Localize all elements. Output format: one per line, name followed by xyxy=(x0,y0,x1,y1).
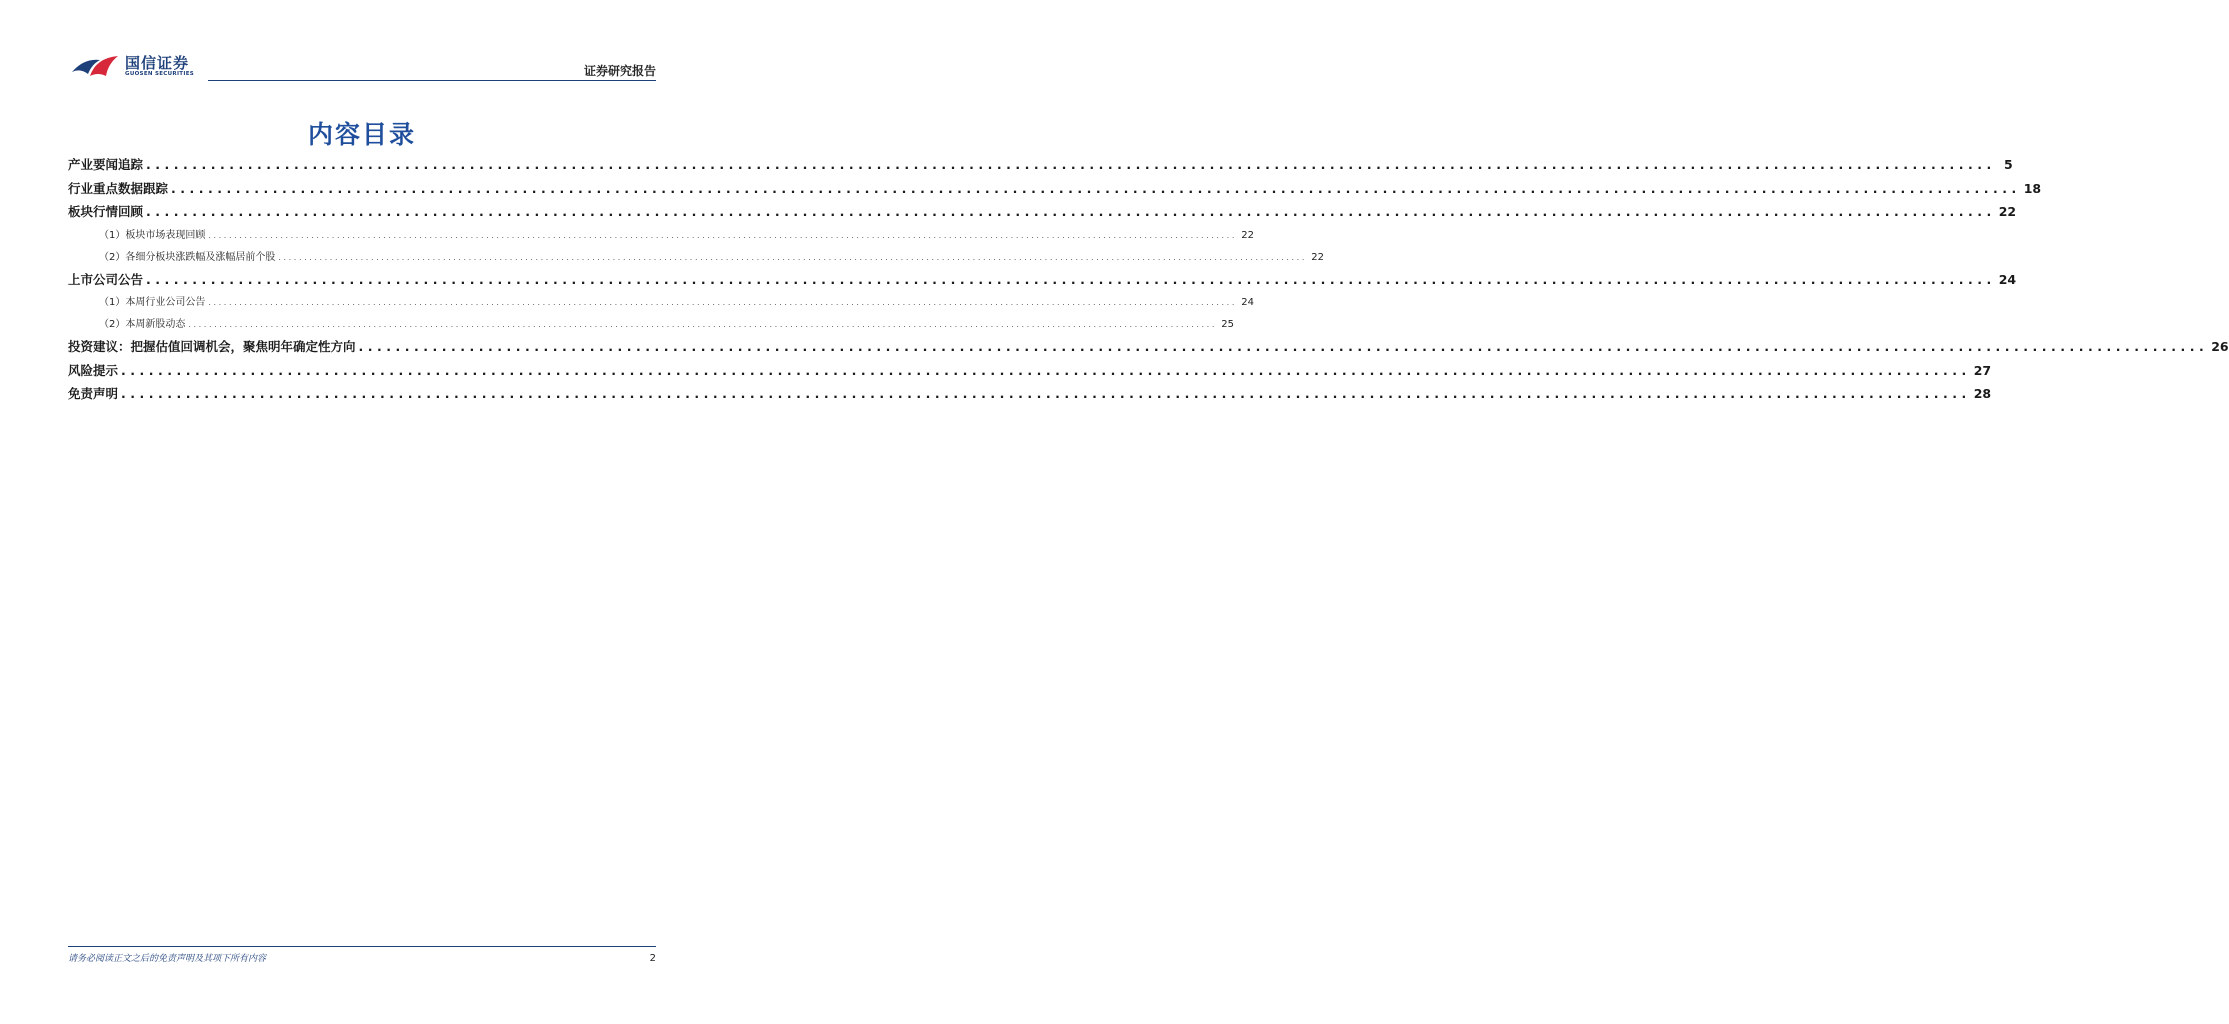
toc-entry[interactable] xyxy=(68,248,1324,270)
toc-leader-dots: ........................................................................................................................................................................................................ xyxy=(171,180,2021,196)
toc-leader-dots: ........................................................................................................................................................................................................ xyxy=(278,252,1307,262)
footer-divider xyxy=(68,946,656,947)
toc-leader-dots: ........................................................................................................................................................................................................ xyxy=(121,386,1971,401)
toc-entry[interactable] xyxy=(68,384,1992,408)
toc-entry-label: 投资建议：把握估值回调机会，聚焦明年确定性方向 xyxy=(68,339,356,354)
toc-entry-page: 27 xyxy=(1973,362,1992,378)
toc-entry-label: 风险提示 xyxy=(68,362,119,378)
toc-leader-dots: ........................................................................................................................................................................................................ xyxy=(358,339,2209,354)
toc-leader-dots: ........................................................................................................................................................................................................ xyxy=(208,298,1237,307)
toc-entry-page: 24 xyxy=(1998,271,2017,287)
header-divider xyxy=(208,80,656,81)
toc-entry[interactable] xyxy=(68,155,2013,179)
toc-entry-label: （1）本周行业公司公告 xyxy=(99,297,206,308)
toc-entry-label: （2）各细分板块涨跌幅及涨幅居前个股 xyxy=(99,251,276,263)
toc-entry-label: （1）板块市场表现回顾 xyxy=(99,229,206,241)
toc-entry-page: 26 xyxy=(2211,339,2229,354)
toc-entry-label: 上市公司公告 xyxy=(68,271,144,287)
toc-entry[interactable] xyxy=(68,315,1234,337)
toc-entry[interactable] xyxy=(68,337,2229,361)
toc-entry-page: 24 xyxy=(1241,297,1254,308)
logo-chinese-name: 国信证券 xyxy=(125,54,190,72)
toc-entry-page: 5 xyxy=(2004,157,2013,172)
toc-entry-page: 25 xyxy=(1221,319,1234,330)
toc-leader-dots: ........................................................................................................................................................................................................ xyxy=(208,230,1237,240)
toc-entry-page: 22 xyxy=(1241,229,1254,241)
toc-entry-page: 22 xyxy=(1998,204,2017,219)
toc-entry-page: 22 xyxy=(1311,251,1324,263)
toc-title: 内容目录 xyxy=(307,120,416,149)
page-number: 2 xyxy=(649,953,656,964)
toc-entry[interactable] xyxy=(68,293,1254,315)
toc-leader-dots: ........................................................................................................................................................................................................ xyxy=(121,362,1971,378)
toc-entry[interactable] xyxy=(68,202,2017,226)
toc-entry[interactable] xyxy=(68,226,1254,248)
guosen-logo-mark-icon xyxy=(70,52,122,82)
toc-entry-label: 产业要闻追踪 xyxy=(68,157,144,172)
toc-entry-label: 行业重点数据跟踪 xyxy=(68,180,169,196)
toc-leader-dots: ........................................................................................................................................................................................................ xyxy=(146,271,1996,287)
report-type-label: 证券研究报告 xyxy=(583,64,656,78)
toc-entry-page: 28 xyxy=(1973,386,1992,401)
table-of-contents xyxy=(68,155,2229,408)
page-header xyxy=(0,0,724,90)
toc-entry-label: 免责声明 xyxy=(68,386,119,401)
toc-leader-dots: ........................................................................................................................................................................................................ xyxy=(146,157,1996,172)
toc-entry[interactable] xyxy=(68,361,1992,385)
footer-disclaimer: 请务必阅读正文之后的免责声明及其项下所有内容 xyxy=(68,954,267,964)
toc-entry-page: 18 xyxy=(2023,180,2042,196)
toc-leader-dots: ........................................................................................................................................................................................................ xyxy=(146,204,1996,219)
toc-entry-label: （2）本周新股动态 xyxy=(99,319,186,330)
guosen-logo xyxy=(70,52,200,84)
toc-entry[interactable] xyxy=(68,270,2017,294)
toc-entry-label: 板块行情回顾 xyxy=(68,204,144,219)
logo-english-name: GUOSEN SECURITIES xyxy=(125,71,195,77)
toc-entry[interactable] xyxy=(68,179,2042,203)
toc-leader-dots: ........................................................................................................................................................................................................ xyxy=(188,320,1217,329)
